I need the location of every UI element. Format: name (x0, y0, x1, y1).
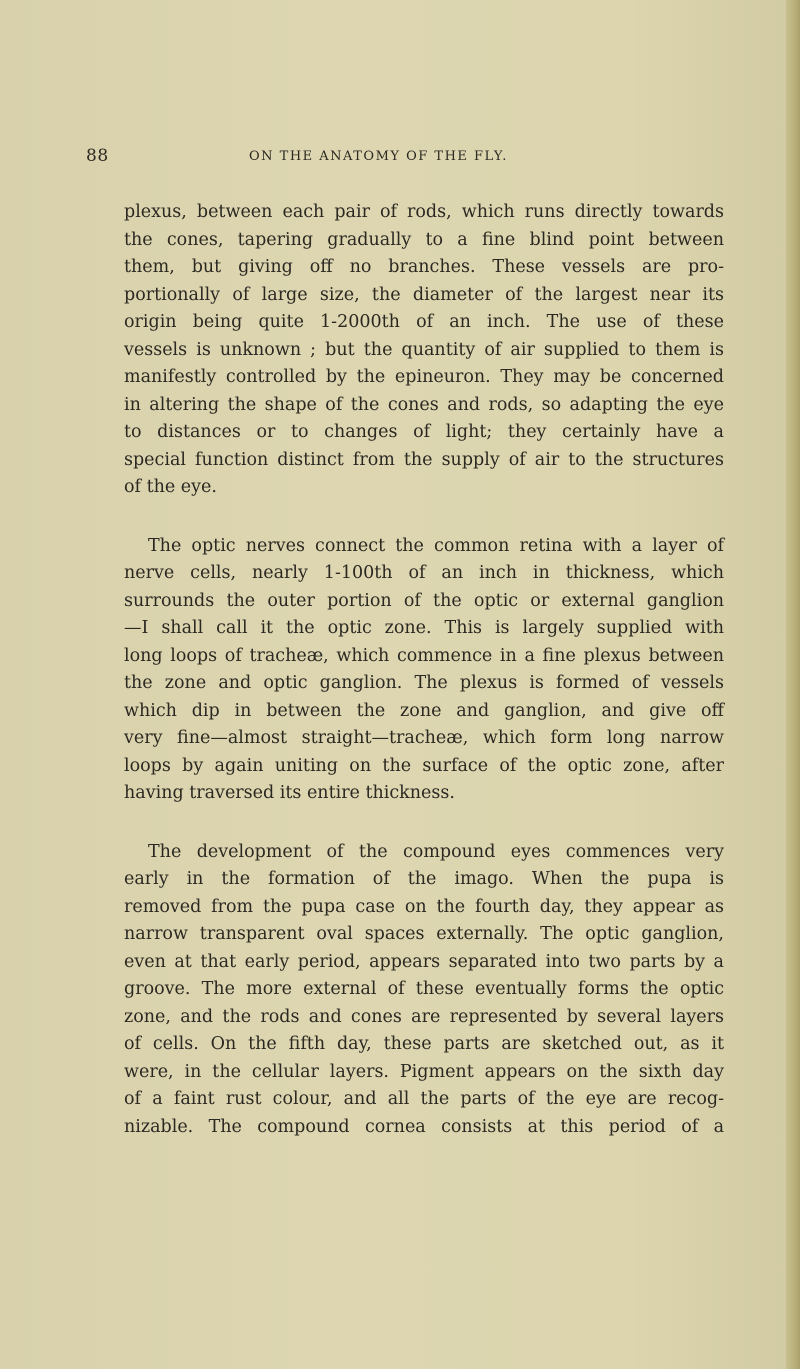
text-line: of a faint rust colour, and all the parts of the eye are recog- (124, 1089, 724, 1109)
page-number: 88 (86, 146, 109, 166)
text-line: which dip in between the zone and ganglion, and give off (124, 700, 724, 721)
paragraph (124, 199, 724, 502)
text-line: of cells. On the fifth day, these parts are sketched out, as it (124, 1034, 724, 1054)
text-line: manifestly controlled by the epineuron. They may be concerned (124, 367, 724, 387)
text-line: early in the formation of the imago. When the pupa is (124, 869, 724, 889)
page-header (86, 146, 726, 172)
text-line: loops by again uniting on the surface of the optic zone, after (124, 755, 724, 776)
text-line: portionally of large size, the diameter of the largest near its (124, 284, 724, 305)
text-line: vessels is unknown ; but the quantity of air supplied to them is (124, 339, 724, 360)
text-line: removed from the pupa case on the fourth day, they appear as (124, 896, 724, 917)
page-edge (786, 0, 800, 1369)
paragraph (124, 839, 724, 1142)
text-line: having traversed its entire thickness. (124, 783, 455, 803)
text-line: them, but giving off no branches. These vessels are pro- (124, 257, 724, 277)
text-line: zone, and the rods and cones are represented by several layers (124, 1006, 724, 1027)
text-line: origin being quite 1-2000th of an inch. The use of these (124, 312, 724, 332)
text-line: the cones, tapering gradually to a fine blind point between (124, 229, 724, 250)
text-line: The optic nerves connect the common retina with a layer of (148, 535, 724, 556)
body-text (124, 199, 724, 1141)
paragraph (124, 533, 724, 808)
text-line: in altering the shape of the cones and rods, so adapting the eye (124, 394, 724, 415)
text-line: were, in the cellular layers. Pigment appears on the sixth day (124, 1061, 724, 1082)
text-line: even at that early period, appears separated into two parts by a (124, 951, 724, 972)
text-line: long loops of tracheæ, which commence in a fine plexus between (124, 645, 724, 666)
text-line: nizable. The compound cornea consists at this period of a (124, 1116, 724, 1137)
text-line: special function distinct from the supply of air to the structures (124, 449, 724, 470)
text-line: narrow transparent oval spaces externally. The optic ganglion, (124, 924, 724, 944)
text-line: the zone and optic ganglion. The plexus is formed of vessels (124, 673, 724, 693)
text-line: groove. The more external of these eventually forms the optic (124, 979, 724, 999)
text-line: nerve cells, nearly 1-100th of an inch in thickness, which (124, 563, 724, 583)
text-line: —I shall call it the optic zone. This is largely supplied with (124, 618, 724, 638)
text-line: plexus, between each pair of rods, which runs directly towards (124, 202, 724, 222)
running-head: ON THE ANATOMY OF THE FLY. (249, 149, 508, 164)
text-line: surrounds the outer portion of the optic or external ganglion (124, 590, 724, 611)
text-line: The development of the compound eyes commences very (148, 841, 724, 862)
text-line: of the eye. (124, 477, 217, 497)
text-line: very fine—almost straight—tracheæ, which form long narrow (124, 728, 724, 748)
text-line: to distances or to changes of light; they certainly have a (124, 422, 724, 442)
